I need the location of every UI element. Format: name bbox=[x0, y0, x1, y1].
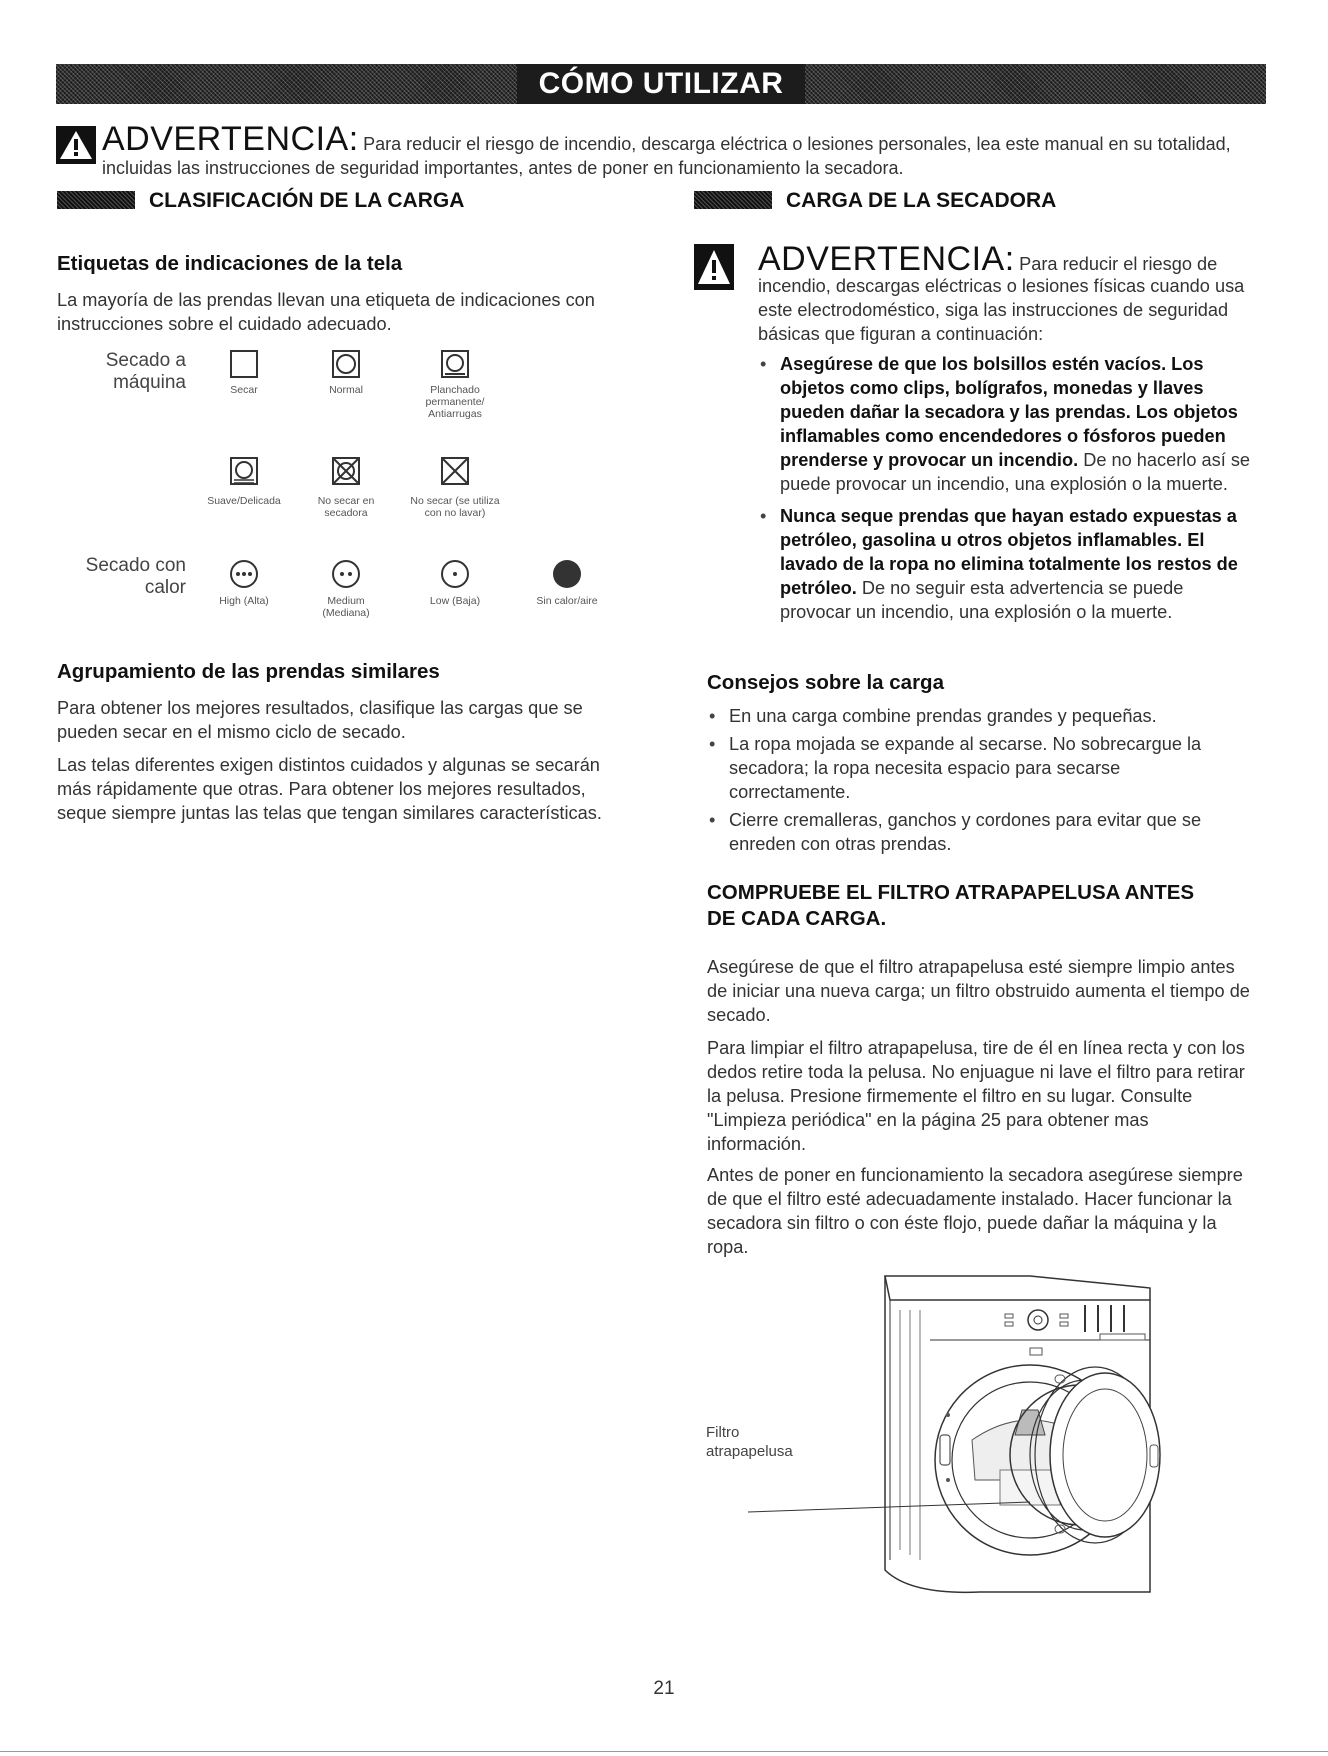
tip-item: • La ropa mojada se expande al secarse. No sobrecargue la secadora; la ropa necesita espacio para secarse correctamente. bbox=[707, 732, 1237, 804]
tips-list bbox=[707, 704, 1237, 856]
safety-bullet bbox=[758, 504, 1258, 624]
warning-triangle-icon bbox=[56, 126, 96, 164]
symbol-high-heat bbox=[204, 558, 284, 607]
safety-bullet bbox=[758, 352, 1258, 496]
symbol-caption: Normal bbox=[329, 384, 363, 396]
right-section-heading bbox=[694, 189, 1056, 213]
low-heat-icon bbox=[439, 558, 471, 590]
grouping-paragraph-1: Para obtener los mejores resultados, clasifique las cargas que se pueden secar en el mismo ciclo de secado. bbox=[57, 698, 583, 742]
symbol-delicate bbox=[196, 456, 292, 507]
symbol-caption: No secar en secadora bbox=[317, 495, 375, 519]
do-not-tumble-dry-icon bbox=[331, 456, 361, 490]
symbol-caption: Secar bbox=[230, 384, 258, 396]
heat-dry-label-line1: Secado con bbox=[85, 555, 186, 576]
left-section-heading bbox=[57, 189, 464, 213]
filter-heading-line1: COMPRUEBE EL FILTRO ATRAPAPELUSA ANTES bbox=[707, 881, 1195, 904]
symbol-low-heat bbox=[410, 558, 500, 607]
machine-dry-label-line2: máquina bbox=[113, 372, 186, 393]
filter-paragraph-1: Asegúrese de que el filtro atrapapelusa esté siempre limpio antes de iniciar una nueva carga; un filtro obstruido aumenta el tiempo de secado. bbox=[707, 957, 1250, 1025]
symbol-tumble-dry bbox=[204, 349, 284, 396]
filter-heading-line2: DE CADA CARGA. bbox=[707, 907, 887, 930]
symbol-caption: Medium (Mediana) bbox=[322, 595, 370, 619]
warning-triangle-icon bbox=[694, 244, 734, 290]
heat-dry-label-line2: calor bbox=[144, 577, 186, 598]
right-warning-inline: Para reducir el riesgo de bbox=[1019, 254, 1218, 274]
labels-heading: Etiquetas de indicaciones de la tela bbox=[57, 252, 403, 275]
symbol-do-not-dry bbox=[410, 456, 500, 519]
tips-heading: Consejos sobre la carga bbox=[707, 671, 944, 694]
machine-dry-label-line1: Secado a bbox=[105, 350, 186, 371]
safety-bullets bbox=[758, 352, 1258, 624]
right-section-title: CARGA DE LA SECADORA bbox=[786, 189, 1057, 212]
tumble-dry-icon bbox=[229, 349, 259, 379]
symbol-no-heat bbox=[524, 558, 610, 607]
left-section-title: CLASIFICACIÓN DE LA CARGA bbox=[149, 189, 465, 212]
symbol-caption: No secar (se utiliza con no lavar) bbox=[410, 495, 500, 519]
warning-text-line1: Para reducir el riesgo de incendio, descarga eléctrica o lesiones personales, lea este manual en su totalidad, bbox=[363, 134, 1231, 154]
symbol-medium-heat bbox=[306, 558, 386, 619]
symbol-caption: High (Alta) bbox=[219, 595, 269, 607]
heading-bar bbox=[57, 191, 135, 209]
symbol-do-not-tumble-dry bbox=[306, 456, 386, 519]
tumble-dry-delicate-icon bbox=[229, 456, 259, 490]
permanent-press-icon bbox=[440, 349, 470, 379]
filter-callout-line1: Filtro bbox=[706, 1424, 740, 1441]
labels-paragraph: La mayoría de las prendas llevan una etiqueta de indicaciones con instrucciones sobre el cuidado adecuado. bbox=[57, 290, 595, 334]
safety-bullet-normal: De no seguir esta advertencia se puede provocar un incendio, una explosión o la muerte. bbox=[780, 578, 1184, 622]
filter-paragraph-2: Para limpiar el filtro atrapapelusa, tire de él en línea recta y con los dedos retire toda la pelusa. No enjuague ni lave el filtro para retirar la pelusa. Presione firmemente el filtro en su lugar. Consulte "Limpieza periódica" en la página 25 para obtener mas información. bbox=[707, 1038, 1245, 1154]
safety-bullet-normal: De no hacerlo así se puede provocar un incendio, una explosión o la muerte. bbox=[780, 450, 1251, 494]
do-not-dry-icon bbox=[440, 456, 470, 490]
medium-heat-icon bbox=[330, 558, 362, 590]
high-heat-icon bbox=[228, 558, 260, 590]
bottom-rule bbox=[0, 1751, 1328, 1752]
warning-text-line2: incluidas las instrucciones de seguridad importantes, antes de poner en funcionamiento la secadora. bbox=[102, 158, 904, 178]
banner-title: CÓMO UTILIZAR bbox=[517, 64, 806, 104]
symbol-caption: Low (Baja) bbox=[429, 595, 481, 607]
machine-dry-label bbox=[70, 350, 186, 394]
right-warning-text: incendio, descargas eléctricas o lesiones físicas cuando usa este electrodoméstico, siga las instrucciones de seguridad básicas que figuran a continuación: bbox=[758, 276, 1245, 344]
page-number: 21 bbox=[653, 1678, 675, 1699]
warning-label: ADVERTENCIA: bbox=[102, 120, 359, 158]
heat-dry-label bbox=[60, 555, 186, 599]
symbol-normal bbox=[306, 349, 386, 396]
safety-bullet-bold: Asegúrese de que los bolsillos estén vacíos. Los objetos como clips, bolígrafos, monedas y llaves pueden dañar la secadora y las prendas. Los objetos inflamables como encendedores o fósforos pueden prenderse y provocar un incendio. bbox=[780, 354, 1238, 470]
filter-callout-line2: atrapapelusa bbox=[706, 1443, 793, 1460]
filter-heading bbox=[707, 880, 1267, 932]
tip-item: • Cierre cremalleras, ganchos y cordones para evitar que se enreden con otras prendas. bbox=[707, 808, 1237, 856]
tumble-dry-normal-icon bbox=[331, 349, 361, 379]
grouping-heading: Agrupamiento de las prendas similares bbox=[57, 660, 440, 683]
symbol-caption: Suave/Delicada bbox=[207, 495, 281, 507]
symbol-caption: Sin calor/aire bbox=[536, 595, 598, 607]
right-warning-label: ADVERTENCIA: bbox=[758, 240, 1015, 278]
no-heat-icon bbox=[551, 558, 583, 590]
symbol-caption: Planchado permanente/ Antiarrugas bbox=[425, 384, 485, 420]
symbol-permanent-press bbox=[410, 349, 500, 420]
tip-item: • En una carga combine prendas grandes y pequeñas. bbox=[707, 704, 1237, 728]
filter-callout-label bbox=[706, 1423, 793, 1461]
section-banner bbox=[56, 64, 1266, 104]
safety-bullet-bold: Nunca seque prendas que hayan estado expuestas a petróleo, gasolina u otros objetos inflamables. El lavado de la ropa no elimina totalmente los restos de petróleo. bbox=[780, 506, 1238, 598]
heading-bar bbox=[694, 191, 772, 209]
filter-paragraph-3: Antes de poner en funcionamiento la secadora asegúrese siempre de que el filtro esté adecuadamente instalado. Hacer funcionar la secadora sin filtro o con éste flojo, puede dañar la máquina y la ropa. bbox=[707, 1165, 1243, 1257]
grouping-paragraph-2: Las telas diferentes exigen distintos cuidados y algunas se secarán más rápidamente que otras. Para obtener los mejores resultados, seque siempre juntas las telas que tengan similares características. bbox=[57, 755, 602, 823]
